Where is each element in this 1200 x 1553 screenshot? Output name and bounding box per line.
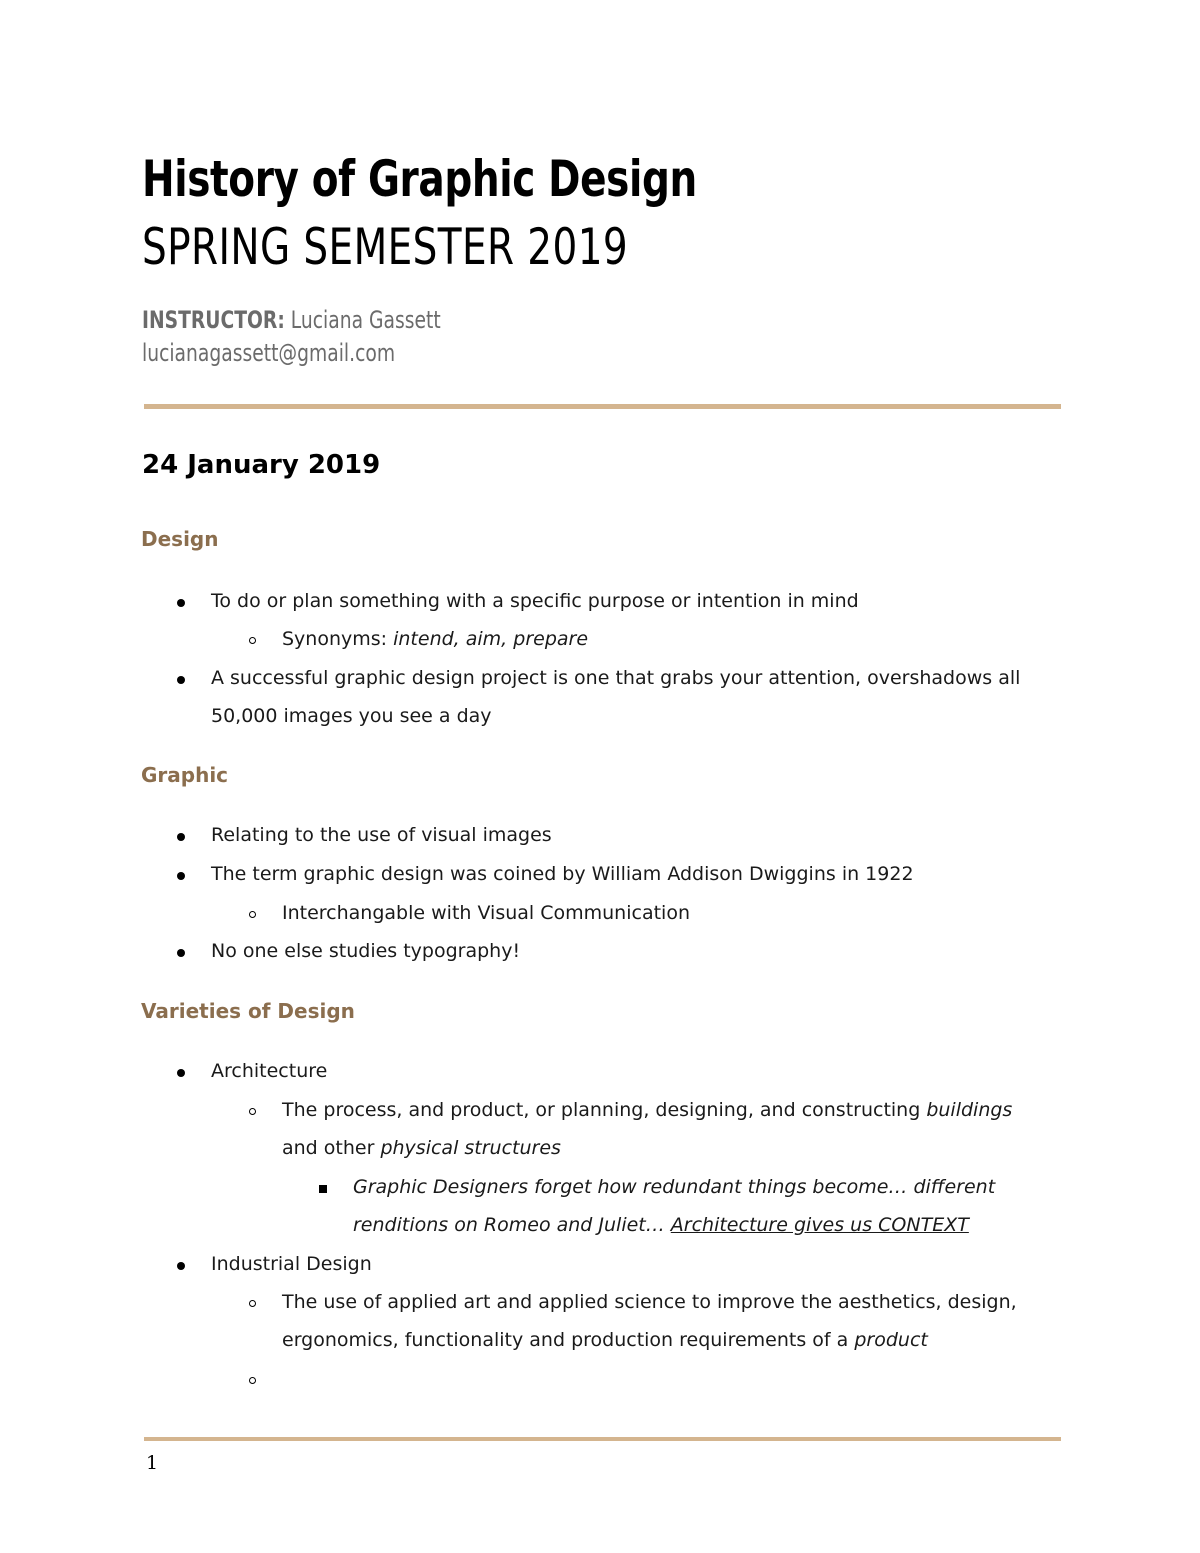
- instructor-label: INSTRUCTOR:: [142, 306, 285, 334]
- list-item: Interchangable with Visual Communication: [282, 902, 690, 924]
- instructor-line: [142, 306, 441, 334]
- bullet-disc-icon: [177, 949, 185, 957]
- bullet-circle-icon: [249, 1300, 256, 1307]
- semester-title: SPRING SEMESTER 2019: [142, 218, 629, 276]
- section-heading-varieties: Varieties of Design: [141, 999, 355, 1023]
- bullet-circle-icon: [249, 1377, 256, 1384]
- bullet-disc-icon: [177, 1069, 185, 1077]
- bullet-square-icon: [319, 1185, 327, 1193]
- bullet-circle-icon: [249, 1108, 256, 1115]
- date-heading: 24 January 2019: [142, 450, 381, 480]
- text-span-italic: product: [854, 1329, 928, 1351]
- bullet-disc-icon: [177, 1262, 185, 1270]
- list-item-continuation: 50,000 images you see a day: [211, 705, 492, 727]
- list-item: Graphic Designers forget how redundant things become… different: [353, 1176, 996, 1198]
- text-span-italic: buildings: [926, 1099, 1013, 1121]
- header-divider: [144, 404, 1061, 409]
- text-span-italic: physical structures: [380, 1137, 561, 1159]
- list-item: A successful graphic design project is one that grabs your attention, overshadows all: [211, 667, 1021, 689]
- text-span-underlined: Architecture gives us CONTEXT: [670, 1214, 969, 1236]
- list-item: Relating to the use of visual images: [211, 824, 552, 846]
- list-item: To do or plan something with a specific purpose or intention in mind: [211, 590, 859, 612]
- page-number: 1: [146, 1452, 159, 1474]
- section-heading-graphic: Graphic: [141, 763, 229, 787]
- text-span: ergonomics, functionality and production requirements of a: [282, 1329, 855, 1351]
- list-item-continuation: [353, 1212, 969, 1238]
- list-item: [282, 626, 588, 652]
- bullet-circle-icon: [249, 637, 256, 644]
- text-span: The process, and product, or planning, designing, and constructing: [282, 1099, 927, 1121]
- text-span-italic: renditions on Romeo and Juliet…: [353, 1214, 671, 1236]
- bullet-disc-icon: [177, 872, 185, 880]
- text-span: and other: [282, 1137, 381, 1159]
- footer-divider: [144, 1437, 1061, 1441]
- list-item: The term graphic design was coined by William Addison Dwiggins in 1922: [211, 863, 914, 885]
- instructor-email: lucianagassett@gmail.com: [142, 339, 396, 367]
- bullet-circle-icon: [249, 911, 256, 918]
- list-item: Architecture: [211, 1060, 328, 1082]
- instructor-name: Luciana Gassett: [284, 306, 441, 334]
- bullet-disc-icon: [177, 676, 185, 684]
- section-heading-design: Design: [141, 527, 219, 551]
- list-item: [282, 1097, 1012, 1123]
- document-title: History of Graphic Design: [142, 150, 697, 208]
- bullet-disc-icon: [177, 833, 185, 841]
- bullet-disc-icon: [177, 599, 185, 607]
- synonyms-label: Synonyms:: [282, 628, 394, 650]
- list-item: No one else studies typography!: [211, 940, 521, 962]
- list-item: Industrial Design: [211, 1253, 372, 1275]
- list-item: The use of applied art and applied science to improve the aesthetics, design,: [282, 1291, 1017, 1313]
- synonyms-values: intend, aim, prepare: [393, 628, 589, 650]
- list-item-continuation: [282, 1327, 928, 1353]
- list-item-continuation: [282, 1135, 561, 1161]
